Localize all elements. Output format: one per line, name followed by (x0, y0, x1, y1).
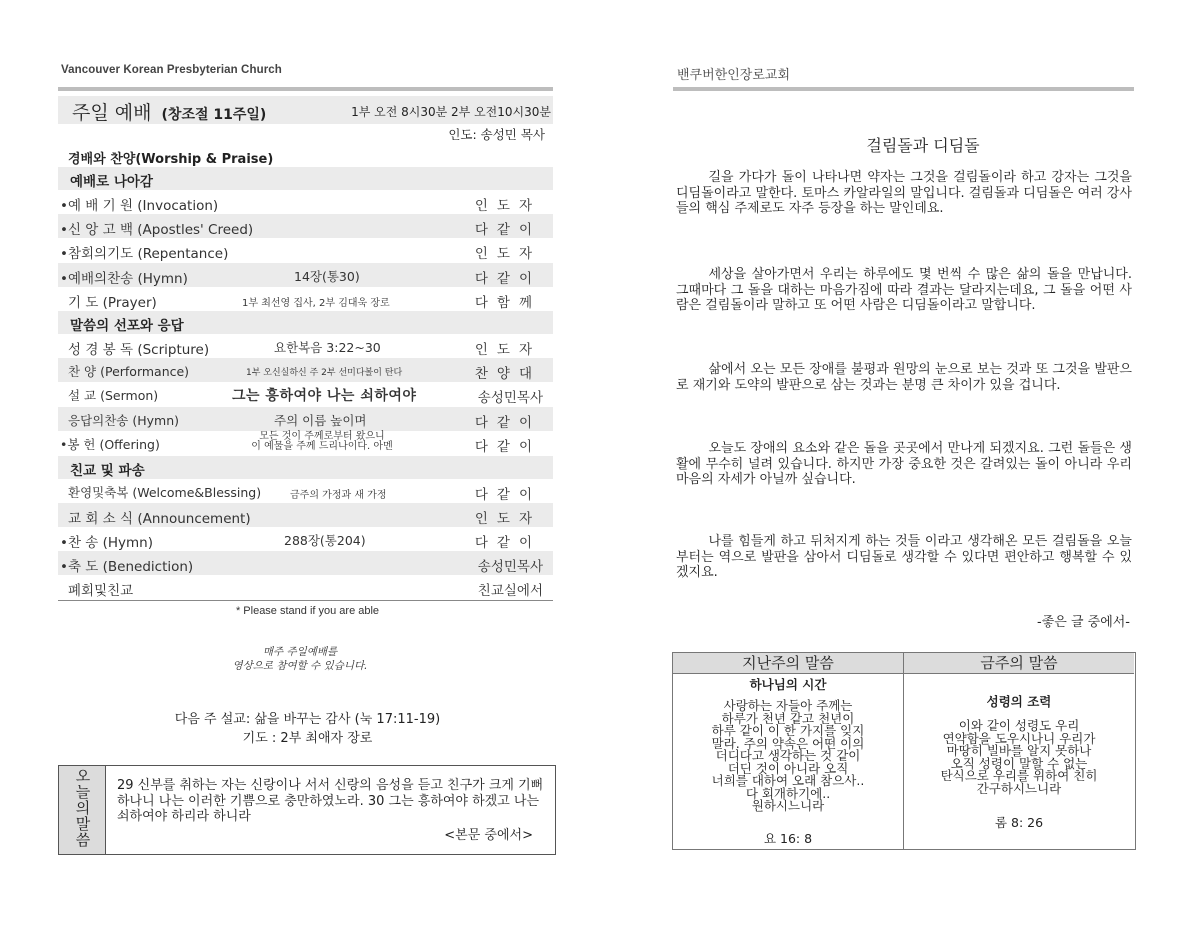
service-leader: 인도: 송성민 목사 (448, 127, 545, 142)
item-detail: 요한복음 3:22~30 (274, 339, 381, 355)
order-row-benediction (58, 551, 553, 575)
todays-word-label: 오늘의 말씀 (75, 767, 91, 849)
item-role: 다같이 (474, 414, 541, 431)
this-week-reference: 롬 8: 26 (994, 815, 1044, 830)
section-label: 예배로 나아감 (70, 174, 153, 190)
service-title-text: 주일 예배 (72, 102, 152, 124)
order-row-welcome (58, 479, 553, 503)
offering-detail-line: 모든 것이 주께로부터 왔으니 (259, 430, 385, 442)
verse-line: 하루가 천년 같고 천년이 (721, 710, 855, 726)
item-role: 인도자 (474, 510, 541, 527)
essay-paragraph: 삶에서 오는 모든 장애를 불평과 원망의 눈으로 보는 것과 또 그것을 발판으로 재기와 도약의 발판으로 삼는 것과는 분명 큰 차이가 있을 겁니다. (676, 362, 1132, 393)
item-role: 다함께 (474, 294, 541, 311)
item-name: •찬 송 (Hymn) (60, 535, 154, 552)
essay-paragraph: 길을 가다가 돌이 나타나면 약자는 그것을 걸림돌이라 하고 강자는 그것을 디딤돌이라고 말한다. 토마스 카알라일의 말입니다. 걸림돌과 디딤돌은 여러 강사들의 핵심 주제로도 자주 등장을 하는 말인데요. (676, 170, 1132, 216)
item-name: 설 교 (Sermon) (68, 388, 159, 404)
order-row-creed (58, 214, 553, 238)
online-note-line: 매주 주일예배를 (262, 646, 338, 658)
verse-line: 다 회개하기에.. (745, 785, 831, 801)
this-week-verse (904, 653, 1134, 849)
order-row-performance (58, 358, 553, 382)
item-name: •예배의찬송 (Hymn) (60, 270, 188, 287)
worship-praise-heading: 경배와 찬양(Worship & Praise) (68, 152, 274, 167)
service-subtitle: (창조절 11주일) (161, 107, 267, 123)
item-role: 다같이 (474, 438, 541, 455)
verse-line: 간구하시느니라 (976, 780, 1062, 796)
section-label: 말씀의 선포와 응답 (70, 317, 184, 334)
service-title (72, 98, 266, 125)
item-detail: 금주의 가정과 새 가정 (290, 489, 387, 501)
verse-line: 더딘 것이 아니라 오직 (727, 760, 849, 776)
order-row-prayer (58, 287, 553, 311)
item-detail: 1부 최선영 집사, 2부 김대욱 장로 (242, 297, 390, 309)
order-row-hymn-2 (58, 527, 553, 551)
item-role: 찬양대 (474, 366, 541, 383)
service-title-row (58, 96, 553, 124)
last-week-subtitle: 하나님의 시간 (749, 677, 827, 692)
item-role: 친교실에서 (477, 583, 543, 600)
item-name: 성 경 봉 독 (Scripture) (68, 341, 210, 358)
header-rule (673, 87, 1134, 91)
section-sending (58, 456, 553, 479)
last-week-heading: 지난주의 말씀 (673, 653, 903, 674)
order-row-response-hymn (58, 407, 553, 431)
order-of-worship (58, 96, 553, 601)
order-row-closing (58, 575, 553, 599)
item-role: 송성민목사 (477, 390, 543, 407)
item-role: 다같이 (474, 222, 541, 239)
online-worship-note (0, 645, 600, 673)
this-week-verse-text (904, 720, 1134, 795)
order-row-scripture (58, 334, 553, 358)
item-detail: 주의 이름 높이며 (274, 412, 367, 428)
item-role: 송성민목사 (477, 559, 543, 576)
verse-line: 마땅히 빌바를 알지 못하나 (946, 743, 1092, 758)
verse-line: 말라. 주의 약속은 어떤 이의 (711, 735, 865, 751)
item-name: •봉 헌 (Offering) (60, 436, 160, 452)
order-row-offering (58, 431, 553, 456)
item-name: •참회의기도 (Repentance) (60, 246, 229, 263)
item-detail: 14장(통30) (294, 268, 360, 284)
church-name-header: Vancouver Korean Presbyterian Church (61, 64, 282, 76)
online-note-line: 영상으로 참여할 수 있습니다. (232, 660, 368, 672)
item-name: 응답의찬송 (Hymn) (68, 412, 179, 428)
verse-line: 오직 성령이 말할 수 없는 (950, 755, 1088, 771)
essay-title: 걸림돌과 디딤돌 (866, 136, 980, 155)
verse-line: 너희를 대하여 오래 참으사.. (711, 773, 865, 788)
essay-paragraph: 나를 힘들게 하고 뒤처지게 하는 것들 이라고 생각해온 모든 걸림돌을 오늘부터는 역으로 발판을 삼아서 디딤돌로 생각할 수 있다면 편안하고 행복할 수 있겠지요. (676, 534, 1132, 580)
this-week-heading: 금주의 말씀 (904, 653, 1134, 674)
service-times: 1부 오전 8시30분 2부 오전10시30분 (351, 105, 551, 119)
verse-line: 이와 같이 성령도 우리 (958, 718, 1080, 733)
item-name: 폐회및친교 (68, 583, 134, 600)
church-korean-header: 밴쿠버한인장로교회 (677, 68, 791, 83)
item-name: 교 회 소 식 (Announcement) (68, 510, 251, 527)
stand-note: * Please stand if you are able (235, 605, 380, 617)
todays-word-text: 29 신부를 취하는 자는 신랑이나 서서 신랑의 음성을 듣고 친구가 크게 기뻐하나니 나는 이러한 기쁨으로 충만하였노라. 30 그는 흥하여야 하겠고 나는 쇠하여야 하리라 하니라 (117, 778, 544, 824)
leader-row (58, 124, 553, 145)
section-approach (58, 167, 553, 190)
next-week-info (0, 710, 600, 748)
item-role: 인도자 (474, 198, 541, 214)
verse-line: 사랑하는 자들아 주께는 (723, 698, 853, 713)
next-prayer: 기도 : 2부 최애자 장로 (242, 731, 373, 746)
verse-line: 연약함을 도우시나니 우리가 (942, 730, 1096, 746)
last-week-verse-text (673, 700, 903, 813)
item-detail: 1부 오신실하신 주 2부 선미다볼이 탄다 (246, 368, 403, 379)
todays-word-box (58, 765, 556, 855)
offering-detail (248, 432, 396, 452)
item-name: 환영및축복 (Welcome&Blessing) (68, 484, 262, 500)
item-name: •예 배 기 원 (Invocation) (60, 198, 219, 214)
order-row-sermon (58, 382, 553, 406)
order-row-announcement (58, 503, 553, 527)
sermon-title: 그는 흥하여야 나는 쇠하여야 (232, 388, 417, 405)
order-row-invocation (58, 190, 553, 214)
essay-paragraph: 세상을 살아가면서 우리는 하루에도 몇 번씩 수 많은 삶의 돌을 만납니다. 그때마다 그 돌을 대하는 마음가짐에 따라 결과는 달라지는데요, 그 돌을 어떤 사람은 걸림돌이라 말하고 또 어떤 사람은 디딤돌이라고 말합니다. (676, 267, 1132, 313)
section-word (58, 311, 553, 334)
essay-paragraph: 오늘도 장애의 요소와 같은 돌을 곳곳에서 만나게 되겠지요. 그런 돌들은 생활에 무수히 널려 있습니다. 하지만 가장 중요한 것은 갈려있는 돌이 아니라 우리 마음의 자세가 아닐까 싶습니다. (676, 441, 1132, 487)
essay-source: -좋은 글 중에서- (1037, 615, 1130, 630)
next-sermon: 다음 주 설교: 삶을 바꾸는 감사 (눅 17:11-19) (174, 712, 441, 727)
item-detail: 288장(통204) (284, 533, 366, 549)
verse-line: 더디다고 생각하는 것 같이 (715, 748, 861, 763)
verse-line: 원하시느니라 (751, 798, 825, 813)
order-row-hymn-1 (58, 263, 553, 287)
item-role: 다같이 (474, 535, 541, 552)
item-role: 인도자 (474, 246, 541, 263)
verse-line: 탄식으로 우리를 위하여 친히 (940, 768, 1098, 783)
section-label: 친교 및 파송 (70, 462, 145, 479)
this-week-subtitle: 성령의 조력 (986, 694, 1052, 709)
item-name: •축 도 (Benediction) (60, 559, 194, 576)
item-name: 기 도 (Prayer) (68, 294, 157, 311)
item-name: •신 앙 고 백 (Apostles' Creed) (60, 222, 254, 239)
offering-detail-line: 이 예물을 주께 드리나이다. 아멘 (251, 440, 393, 452)
verse-line: 하루 같이 이 한 가지를 잊지 (711, 723, 865, 738)
header-rule (58, 87, 553, 91)
item-name: 찬 양 (Performance) (68, 364, 190, 380)
last-week-reference: 요 16: 8 (763, 831, 813, 846)
order-row-repentance (58, 238, 553, 262)
verse-table (672, 652, 1136, 850)
todays-word-source: <본문 중에서> (444, 828, 533, 843)
todays-word-label-panel (59, 766, 106, 854)
item-role: 인도자 (474, 341, 541, 358)
item-role: 다같이 (474, 270, 541, 287)
item-role: 다같이 (474, 486, 541, 503)
last-week-verse (673, 653, 904, 849)
